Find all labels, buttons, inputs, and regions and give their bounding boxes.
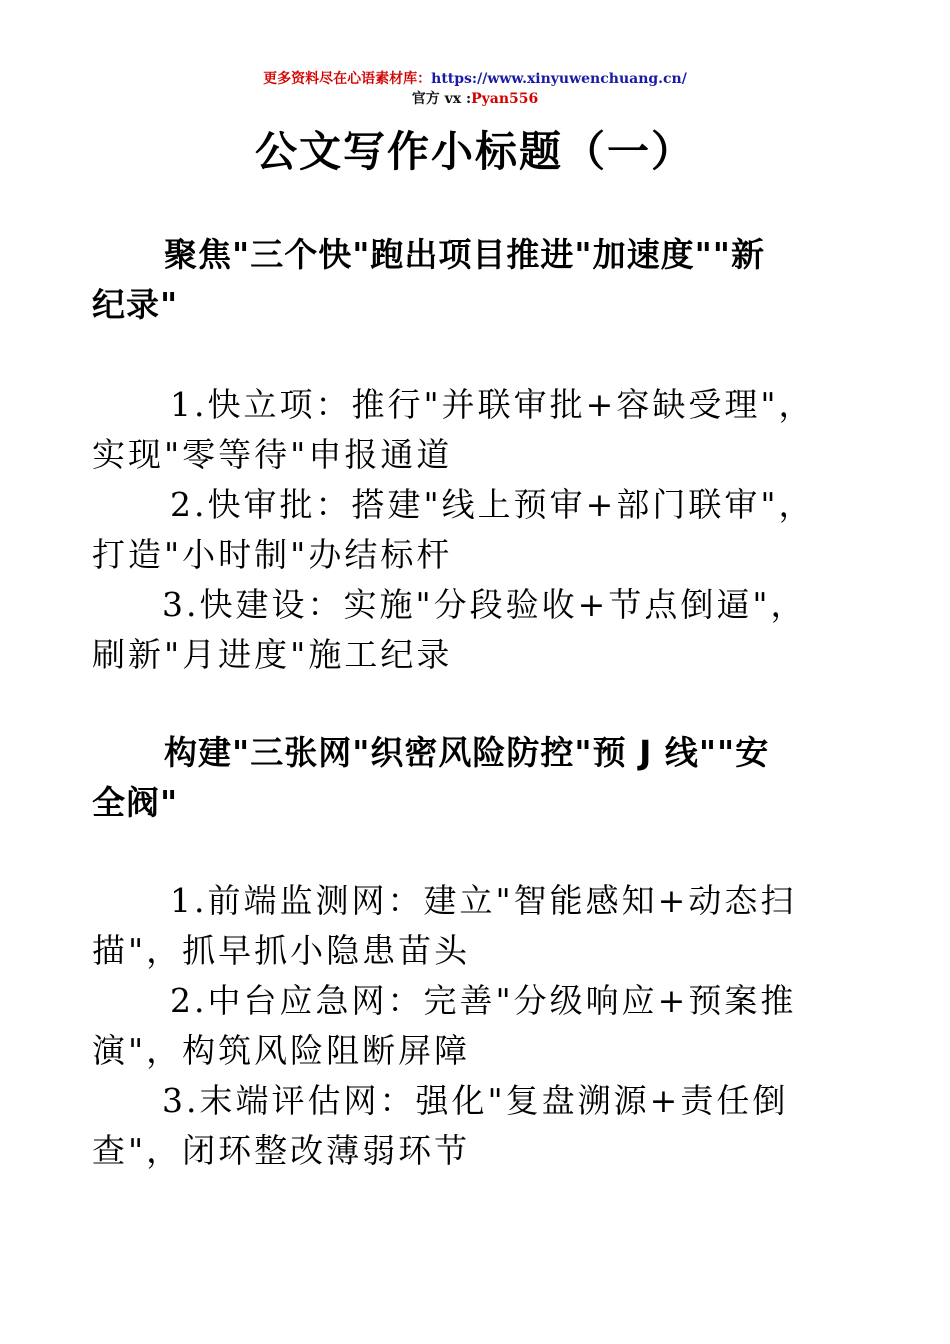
list-item: [92, 876, 872, 976]
list-item-line: 打造"小时制"办结标杆: [92, 535, 453, 574]
list-item-line: 1.前端监测网：建立"智能感知+动态扫: [170, 881, 797, 920]
list-item-line: 演"，构筑风险阻断屏障: [92, 1031, 471, 1070]
section-heading-line: 聚焦"三个快"跑出项目推进"加速度""新: [164, 235, 765, 274]
list-item: [92, 480, 872, 580]
list-item-line: 3.末端评估网：强化"复盘溯源+责任倒: [162, 1081, 789, 1120]
section-heading-line: 全阀": [92, 783, 179, 822]
section-heading: [92, 230, 872, 330]
list-item-line: 2.快审批：搭建"线上预审+部门联审"，: [170, 485, 815, 524]
promo-link[interactable]: https://www.xinyuwenchuang.cn/: [431, 71, 687, 87]
list-item-line: 1.快立项：推行"并联审批+容缺受理"，: [170, 385, 815, 424]
list-item-line: 刷新"月进度"施工纪录: [92, 635, 453, 674]
list-item: [92, 580, 872, 680]
section-heading-line: 构建"三张网"织密风险防控"预 J 线""安: [164, 733, 770, 772]
list-item-line: 描"，抓早抓小隐患苗头: [92, 931, 471, 970]
list-item: [92, 1076, 872, 1176]
promo-label: 更多资料尽在心语素材库：: [263, 71, 432, 87]
wechat-id: Pyan556: [471, 91, 539, 107]
list-item: [92, 380, 872, 480]
wechat-label: 官方 vx :: [411, 91, 472, 107]
promo-banner: [0, 70, 950, 88]
section-heading-line: 纪录": [92, 285, 179, 324]
section-heading: [92, 728, 872, 828]
list-item-line: 3.快建设：实施"分段验收+节点倒逼"，: [162, 585, 807, 624]
wechat-contact: [0, 90, 950, 108]
list-item-line: 实现"零等待"申报通道: [92, 435, 453, 474]
list-item: [92, 976, 872, 1076]
page-title: 公文写作小标题（一）: [254, 127, 695, 176]
list-item-line: 查"，闭环整改薄弱环节: [92, 1131, 471, 1170]
list-item-line: 2.中台应急网：完善"分级响应+预案推: [170, 981, 797, 1020]
